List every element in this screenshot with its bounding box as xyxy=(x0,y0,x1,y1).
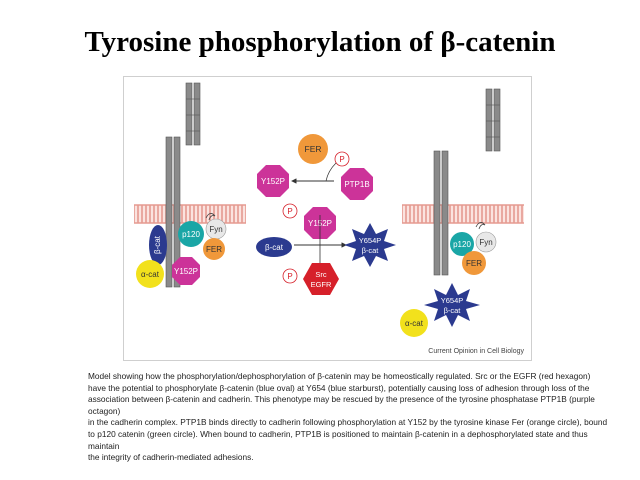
egfr-label: EGFR xyxy=(310,280,332,289)
left-membrane xyxy=(134,205,246,223)
y654p-starburst-center xyxy=(344,223,396,267)
y152-label-mid: Y152P xyxy=(307,219,333,228)
caption-line: the integrity of cadherin-mediated adhesions. xyxy=(88,452,254,463)
right-membrane xyxy=(402,205,524,223)
left-beta-cat-label: β-cat xyxy=(153,236,162,254)
ptp1b-label: PTP1B xyxy=(344,180,370,189)
left-fer-label: FER xyxy=(206,245,222,254)
y654p-label-right-line2: β-cat xyxy=(443,306,461,315)
figure-caption xyxy=(88,371,608,464)
right-fyn-label: Fyn xyxy=(479,238,493,247)
right-fer-label: FER xyxy=(466,259,482,268)
slide-title: Tyrosine phosphorylation of β-catenin xyxy=(84,26,556,58)
y654p-label-center-line2: β-cat xyxy=(361,246,379,255)
figure-credit: Current Opinion in Cell Biology xyxy=(428,348,524,355)
figure xyxy=(123,76,532,361)
y654p-starburst-right xyxy=(424,283,480,327)
y654p-label-right-line1: Y654P xyxy=(440,296,464,305)
phospho-p-left-label: P xyxy=(287,207,293,216)
left-cadherin xyxy=(166,83,200,287)
center-reactions xyxy=(256,134,396,295)
right-alpha-cat-label: α-cat xyxy=(405,319,423,328)
phospho-p-bottom-label: P xyxy=(287,272,293,281)
phospho-p-top-label: P xyxy=(339,155,345,164)
caption-line: Model showing how the phosphorylation/dephosphorylation of β-catenin may be homeostically regulated. Src or the EGFR (red hexagon) xyxy=(88,371,591,381)
diagram-svg xyxy=(124,77,531,360)
left-complex xyxy=(136,213,226,288)
caption-line: to p120 catenin (green circle). When bound to cadherin, PTP1B is positioned to maintain β-catenin in a dephosphorylated state and thus maintain xyxy=(88,428,588,451)
center-beta-cat-label: β-cat xyxy=(265,243,283,252)
src-label: Src xyxy=(315,270,327,279)
fer-label-top: FER xyxy=(304,144,322,154)
caption-line: have the potential to phosphorylate β-catenin (blue oval) at Y654 (blue starburst), potentially causing loss of adhesion through loss of the xyxy=(88,382,590,393)
right-p120-label: p120 xyxy=(453,240,471,249)
left-y152p-label: Y152P xyxy=(173,267,199,276)
y152-label-top: Y152P xyxy=(260,177,286,186)
caption-line: association between β-catenin and cadherin. This phenotype may be rescued by the presence of the tyrosine phosphatase PTP1B (purple octagon) xyxy=(88,394,595,416)
left-alpha-cat-label: α-cat xyxy=(141,270,159,279)
left-fyn-label: Fyn xyxy=(209,225,223,234)
y654p-label-center-line1: Y654P xyxy=(358,236,382,245)
src-egfr-hexagon xyxy=(303,263,339,295)
caption-line: in the cadherin complex. PTP1B binds directly to cadherin following phosphorylation at Y152 by the tyrosine kinase Fer (orange circle), bound xyxy=(88,417,608,428)
left-p120-label: p120 xyxy=(182,230,200,239)
